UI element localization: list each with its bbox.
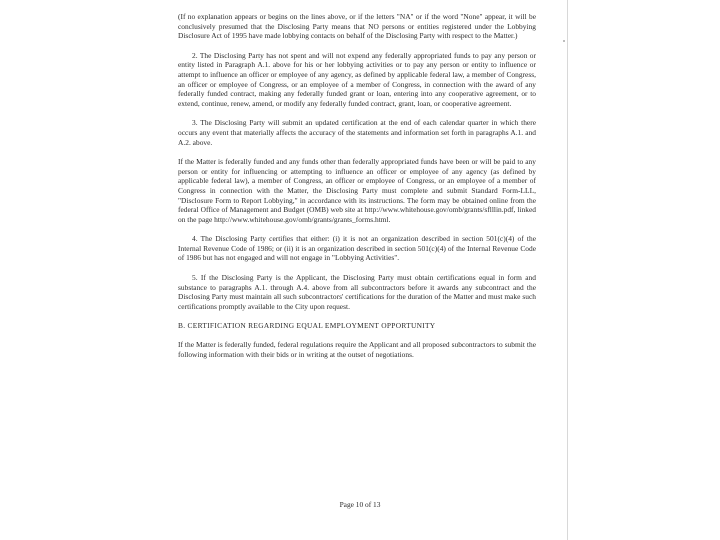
- section-b-body-paragraph: If the Matter is federally funded, federal regulations require the Applicant and all proposed subcontractors to submit the following information with their bids or in writing at the outset of negotiations.: [178, 340, 536, 359]
- item-4-paragraph: 4. The Disclosing Party certifies that either: (i) it is not an organization described in section 501(c)(4) of the Internal Revenue Code of 1986; or (ii) it is an organization described in section 501(c)(4) of the Internal Revenue Code of 1986 but has not engaged and will not engage in "Lobbying Activities".: [178, 234, 536, 263]
- item-2-paragraph: 2. The Disclosing Party has not spent and will not expend any federally appropriated funds to pay any person or entity listed in Paragraph A.1. above for his or her lobbying activities or to pay any person or entity to influence or attempt to influence an officer or employee of any agency, as defined by applicable federal law, a member of Congress, an officer or employee of Congress, or an employee of a member of Congress, in connection with the award of any federally funded contract, making any federally funded grant or loan, entering into any cooperative agreement, or to extend, continue, renew, amend, or modify any federally funded contract, grant, loan, or cooperative agreement.: [178, 50, 536, 108]
- page-number: Page 10 of 13: [339, 500, 381, 509]
- section-b-heading: B. CERTIFICATION REGARDING EQUAL EMPLOYMENT OPPORTUNITY: [178, 321, 436, 331]
- intro-note-paragraph: (If no explanation appears or begins on the lines above, or if the letters "NA" or if the word "None" appear, it will be conclusively presumed that the Disclosing Party means that NO persons or entities registered under the Lobbying Disclosure Act of 1995 have made lobbying contacts on behalf of the Disclosing Party with respect to the Matter.): [178, 12, 536, 41]
- scan-edge-divider: [567, 0, 568, 540]
- item-5-paragraph: 5. If the Disclosing Party is the Applicant, the Disclosing Party must obtain certifications equal in form and substance to paragraphs A.1. through A.4. above from all subcontractors before it awards any subcontract and the Disclosing Party must maintain all such subcontractors' certifications for the duration of the Matter and must make such certifications promptly available to the City upon request.: [178, 273, 536, 311]
- document-body: [178, 12, 536, 369]
- scan-speck: [563, 40, 565, 42]
- item-3-paragraph: 3. The Disclosing Party will submit an updated certification at the end of each calendar quarter in which there occurs any event that materially affects the accuracy of the statements and information set forth in paragraphs A.1. and A.2. above.: [178, 118, 536, 147]
- federal-funds-paragraph: If the Matter is federally funded and any funds other than federally appropriated funds have been or will be paid to any person or entity for influencing or attempting to influence an officer or employee of any agency (as defined by applicable federal law), a member of Congress, an officer or employee of Congress, or an employee of a member of Congress in connection with the Matter, the Disclosing Party must complete and submit Standard Form-LLL, "Disclosure Form to Report Lobbying," in accordance with its instructions. The form may be obtained online from the federal Office of Management and Budget (OMB) web site at http://www.whitehouse.gov/omb/grants/sflllin.pdf, linked on the page http://www.whitehouse.gov/omb/grants/grants_forms.html.: [178, 157, 536, 224]
